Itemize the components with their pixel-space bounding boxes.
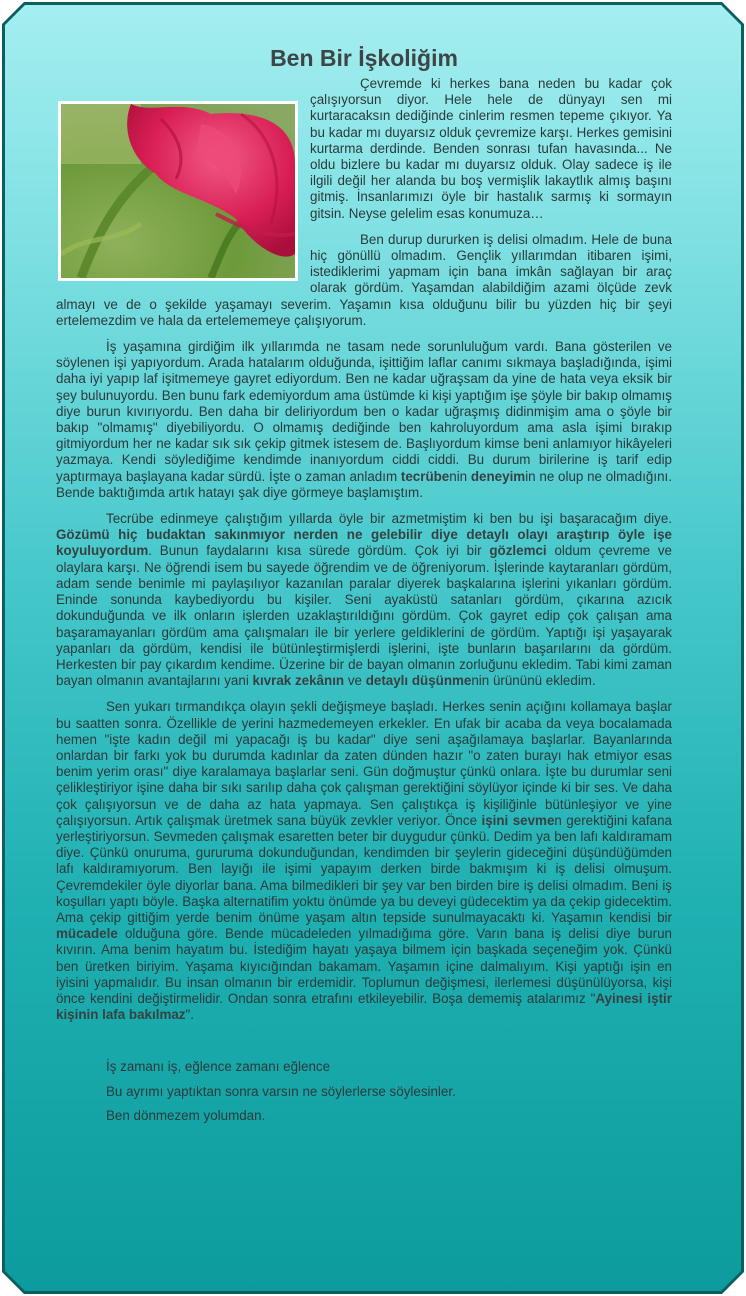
- bold-detayli-dusunme: detaylı düşünme: [365, 673, 472, 689]
- bold-gozumu: Gözümü hiç budaktan sakınmıyor nerden ne gelebilir diye detaylı olayı araştırıp öyle işe koyuluyordum: [56, 527, 672, 559]
- closing-line: Ben dönmezem yolumdan.: [106, 1108, 266, 1124]
- bold-isini-sevme: işini sevme: [481, 812, 555, 828]
- paragraph-5: Sen yukarı tırmandıkça olayın şekli değişmeye başladı. Herkes senin açığını kollamaya başlar bu saatten sonra. Özellikle de yerini hazmedemeyen erkekler. En ufak bir acaba da veya bocalamada hemen "işte kadın değil mi yapacağı iş bu kadar" diye seni aşağılamaya başlarlar. Bayanlarında onlardan bir farkı yok bu durumda kadınlar da zaten dünden hazır "o zaten burayı hak etmiyor esas benim yerim orası" diye karalamaya başlarlar seni. Gün doğmuştur çünkü onlara. İşte bu durumlar seni çelikleştiriyor işine daha bir sıkı sarılıp daha çok çalışman gerektiğini söylüyor içinde ki bir ses. Ve daha çok çalışıyorsun ve de daha az hata yapmaya. Sen çalıştıkça iş kişiliğinle bütünleşiyor ve yine çalışıyorsun. Artık çalışmak üretmek sana büyük zevkler veriyor. Önce işini sevmen gerektiğini kafana yerleştiriyorsun. Sevmeden çalışmak esaretten beter bir duygudur çünkü. Dedim ya ben lafı kaldıramam diye. Çünkü onuruma, gururuma dokunduğundan, kendimden bir şeylerin gideceğini düşündüğümden lafı kaldıramıyorum. Ben layığı ile işimi yapayım derken birde bakmışım ki iş delisi olmuşum. Çevremdekiler öyle diyorlar bana. Ama bilmedikleri bir şey var ben birden bire iş delisi olmadım. Beni iş koşulları yaptı böyle. Başka alternatifim yoktu önümde ya bu deveyi güdecektim ya da çekip gidecektim. Ama çekip gittiğim yerde benim önüme yaşam altın tepside sunulmayacaktı ki. Yaşamın kendisi bir mücadele olduğuna göre. Bende mücadeleden yılmadığıma göre. Varın bana iş delisi diye burun kıvırın. Ama benim hayatım bu. İstediğim hayatı yaşaya bilmem için başkada seçeneğim yok. Çünkü ben üretken biriyim. Yaşama kıyıcığından bakamam. Yaşamın içine dalmalıyım. Kişi yaptığı işin en iyisini yapmalıdır. Bu insan olmanın bir erdemidir. Toplumun değişmesi, ilerlemesi düşünülüyorsa, kişi önce kendini değiştirmelidir. Ondan sonra etrafını etkileyebilir. Boşa dememiş atalarımız "Ayinesi iştir kişinin lafa bakılmaz".: [56, 699, 672, 1023]
- bold-ayinesi: Ayinesi iştir kişinin lafa bakılmaz: [56, 990, 672, 1023]
- bold-mucadele: mücadele: [56, 926, 118, 942]
- paragraph-4: Tecrübe edinmeye çalıştığım yıllarda öyle bir azmetmiştim ki ben bu işi başaracağım diye. Gözümü hiç budaktan sakınmıyor nerden ne gelebilir diye detaylı olayı araştırıp öyle işe koyuluyordum. Bunun faydalarını kısa sürede gördüm. Çok iyi bir gözlemci oldum çevreme ve olaylara karşı. Ne öğrendi isem bu sayede öğrendim ve de öğreniyorum. İşlerinde kaytaranları gördüm, adam sende benimle mi paylaşılıyor kazanılan paralar diyerek başkalarına işlerini yıkanları gördüm. Eninde sonunda kaybediyordu bu kişiler. Seni ayaküstü satanları gördüm, çıkarına azıcık dokunduğunda ve ilk onların işlerden uzaklaştırıldığını gördüm. Çok gayret edip çok çalışan ama başaramayanları gördüm ama çalışmaları ile bir yerlere geldiklerini de gördüm. Yaptığı işi yaşayarak yapanları da gördüm, kendisi ile bütünleştirmişlerdi işlerini, işte bunların başarılarını da gördüm. Herkesten bir pay çıkardım kendime. Üzerine bir de bayan olmanın zorluğunu ekledim. Tabi kimi zaman bayan olmanın avantajlarını yani kıvrak zekânın ve detaylı düşünmenin ürününü ekledim.: [56, 511, 672, 689]
- paragraph-2: Ben durup dururken iş delisi olmadım. Hele de buna hiç gönüllü olmadım. Gençlik yıllarımdan itibaren işimi, istediklerimi yapmam için bana imkân sağlayan bir araç olarak gördüm. Yaşamdan alabildiğim azami ölçüde zevk almayı ve de o şekilde yaşamayı severim. Yaşamın kısa olduğunu bilir bu yüzden hiç bir şeyi ertelemezdim ve hala da ertelememeye çalışıyorum.: [56, 231, 672, 328]
- rose-photo: [58, 101, 298, 281]
- closing-lines: [56, 1059, 672, 1124]
- closing-line: Bu ayrımı yaptıktan sonra varsın ne söylerlerse söylesinler.: [106, 1083, 456, 1099]
- article-title: Ben Bir İşkoliğim: [270, 45, 458, 71]
- rose-image: [61, 104, 295, 278]
- paragraph-3: İş yaşamına girdiğim ilk yıllarımda ne tasam nede sorunluluğum vardı. Bana gösterilen ve söylenen işi yapıyordum. Arada hatalarım olduğunda, işittiğim laflar canımı sıkmaya başladığında, işimi daha iyi yapıp laf işitmemeye gayret ediyordum. Ben ne kadar uğraşsam da yine de hata veya eksik bir şey bulunuyordu. Ben bunu fark edemiyordum ama üstümde ki kişi yaptığım işe şöyle bir bakıp olmamış diye burun kıvırıyordu. Ben daha bir deliriyordum ben o kadar uğraşmış didinmişim ama o şöyle bir bakıp "olmamış" diyebiliyordu. O olmamış dediğinde ben kahroluyordum ama asla işimi bırakıp gitmiyordum her ne kadar sık sık çekip gitmek istesem de. Başlıyordum kimse beni anlamıyor hikâyeleri yazmaya. Kendi söylediğime kendimde inanıyordum ciddi ciddi. Bu durum birilerine iş tarif edip yaptırmaya başlayana kadar sürdü. İşte o zaman anladım tecrübenin deneyimin ne olup ne olmadığını. Bende baktığımda artık hatayı şak diye görmeye başlamıştım.: [56, 339, 672, 500]
- article-content: [56, 44, 672, 1133]
- paragraph-1: Çevremde ki herkes bana neden bu kadar çok çalışıyorsun diyor. Hele hele de dünyayı sen mi kurtaracaksın dediğinde cinlerim resmen tepeme çıkıyor. Ya bu kadar mı duyarsız olduk çevremize karşı. Herkes gemisini kurtarma derdinde. Benden sonrası tufan havasında... Ne oldu bizlere bu kadar mı duyarsız olduk. Olay sadece iş ile ilgili değil her alanda bu boş vermişlik lakaytlık almış başını gitmiş. İnsanlarımızı öyle bir hastalık sarmış ki sormayın gitsin. Neyse gelelim esas konumuza…: [310, 76, 672, 221]
- bold-gozlemci: gözlemci: [489, 543, 547, 559]
- closing-line: İş zamanı iş, eğlence zamanı eğlence: [106, 1059, 331, 1075]
- bold-kivrak-zeka: kıvrak zekânın: [252, 673, 345, 689]
- bold-tecrube: tecrübe: [400, 468, 450, 484]
- bold-deneyim: deneyim: [470, 468, 526, 484]
